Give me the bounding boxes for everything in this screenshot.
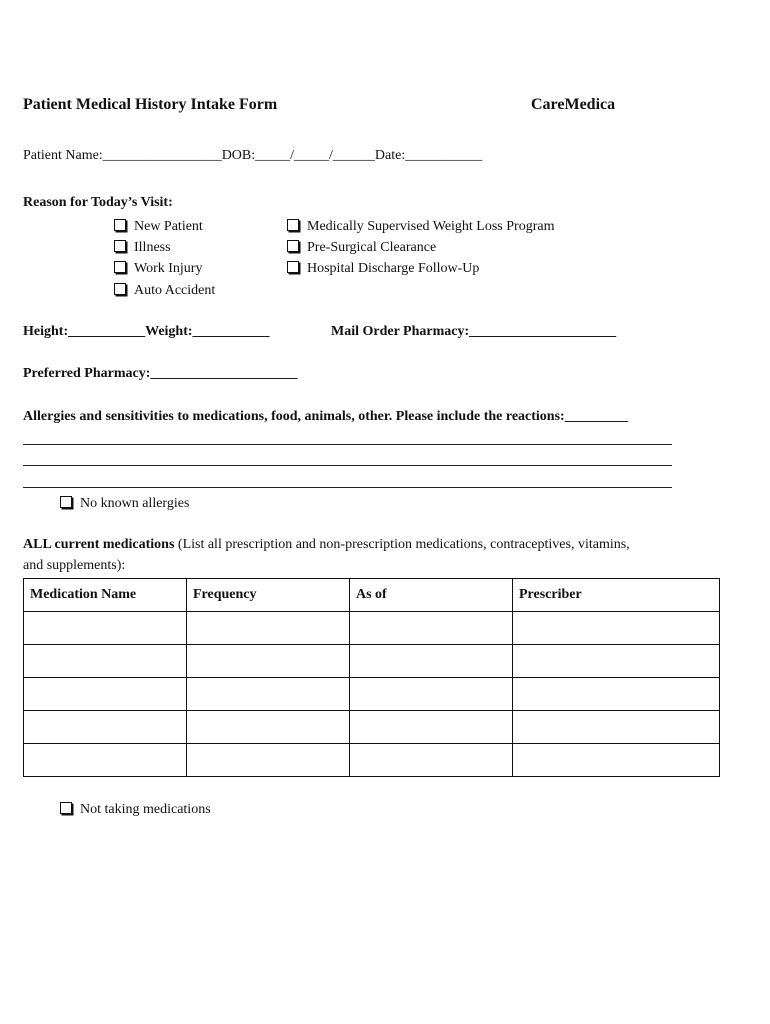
medications-label: ALL current medications (List all prescription and non-prescription medications, contraceptives, vitamins, [23, 537, 630, 552]
allergies-line[interactable] [23, 465, 672, 466]
column-header: Frequency [187, 579, 350, 612]
option-hospital-discharge[interactable]: Hospital Discharge Follow-Up [287, 260, 479, 276]
table-cell[interactable] [187, 645, 350, 678]
column-header: Prescriber [513, 579, 720, 612]
table-cell[interactable] [513, 744, 720, 777]
table-cell[interactable] [513, 612, 720, 645]
allergies-line[interactable] [23, 444, 672, 445]
table-cell[interactable] [350, 645, 513, 678]
table-cell[interactable] [24, 612, 187, 645]
patient-info-line[interactable]: Patient Name:_________________DOB:_____/_____/______Date:___________ [23, 148, 483, 163]
table-row [24, 678, 720, 711]
mail-order-pharmacy-field[interactable]: Mail Order Pharmacy:_____________________ [331, 324, 617, 339]
option-weight-loss[interactable]: Medically Supervised Weight Loss Program [287, 218, 554, 234]
visit-reason-label: Reason for Today’s Visit: [23, 195, 173, 210]
column-header: As of [350, 579, 513, 612]
option-pre-surgical[interactable]: Pre-Surgical Clearance [287, 239, 436, 255]
table-cell[interactable] [350, 678, 513, 711]
brand-name: CareMedica [531, 96, 616, 113]
preferred-pharmacy-field[interactable]: Preferred Pharmacy:_____________________ [23, 366, 298, 381]
table-row [24, 711, 720, 744]
table-cell[interactable] [24, 678, 187, 711]
checkbox-icon[interactable] [287, 261, 299, 273]
allergies-line[interactable] [23, 487, 672, 488]
checkbox-icon[interactable] [60, 496, 72, 508]
table-cell[interactable] [187, 678, 350, 711]
medications-label-line2: and supplements): [23, 558, 126, 573]
medications-table [23, 578, 720, 777]
checkbox-icon[interactable] [287, 240, 299, 252]
height-weight-field[interactable]: Height:___________Weight:___________ [23, 324, 270, 339]
table-cell[interactable] [24, 744, 187, 777]
checkbox-icon[interactable] [114, 240, 126, 252]
table-cell[interactable] [513, 645, 720, 678]
table-row [24, 744, 720, 777]
table-cell[interactable] [187, 612, 350, 645]
option-auto-accident[interactable]: Auto Accident [114, 282, 215, 298]
option-illness[interactable]: Illness [114, 239, 171, 255]
option-new-patient[interactable]: New Patient [114, 218, 203, 234]
table-cell[interactable] [24, 645, 187, 678]
option-work-injury[interactable]: Work Injury [114, 260, 202, 276]
table-cell[interactable] [350, 744, 513, 777]
allergies-prompt: Allergies and sensitivities to medications, food, animals, other. Please include the reactions:_________ [23, 409, 628, 424]
table-cell[interactable] [513, 678, 720, 711]
form-title: Patient Medical History Intake Form [23, 96, 278, 113]
table-row [24, 645, 720, 678]
checkbox-icon[interactable] [60, 802, 72, 814]
table-cell[interactable] [24, 711, 187, 744]
table-cell[interactable] [513, 711, 720, 744]
checkbox-icon[interactable] [287, 219, 299, 231]
table-cell[interactable] [350, 612, 513, 645]
table-cell[interactable] [187, 711, 350, 744]
checkbox-icon[interactable] [114, 219, 126, 231]
option-no-known-allergies[interactable]: No known allergies [60, 495, 189, 511]
table-cell[interactable] [350, 711, 513, 744]
checkbox-icon[interactable] [114, 283, 126, 295]
column-header: Medication Name [24, 579, 187, 612]
table-cell[interactable] [187, 744, 350, 777]
table-row [24, 612, 720, 645]
checkbox-icon[interactable] [114, 261, 126, 273]
option-not-taking-medications[interactable]: Not taking medications [60, 801, 211, 817]
table-header-row [24, 579, 720, 612]
